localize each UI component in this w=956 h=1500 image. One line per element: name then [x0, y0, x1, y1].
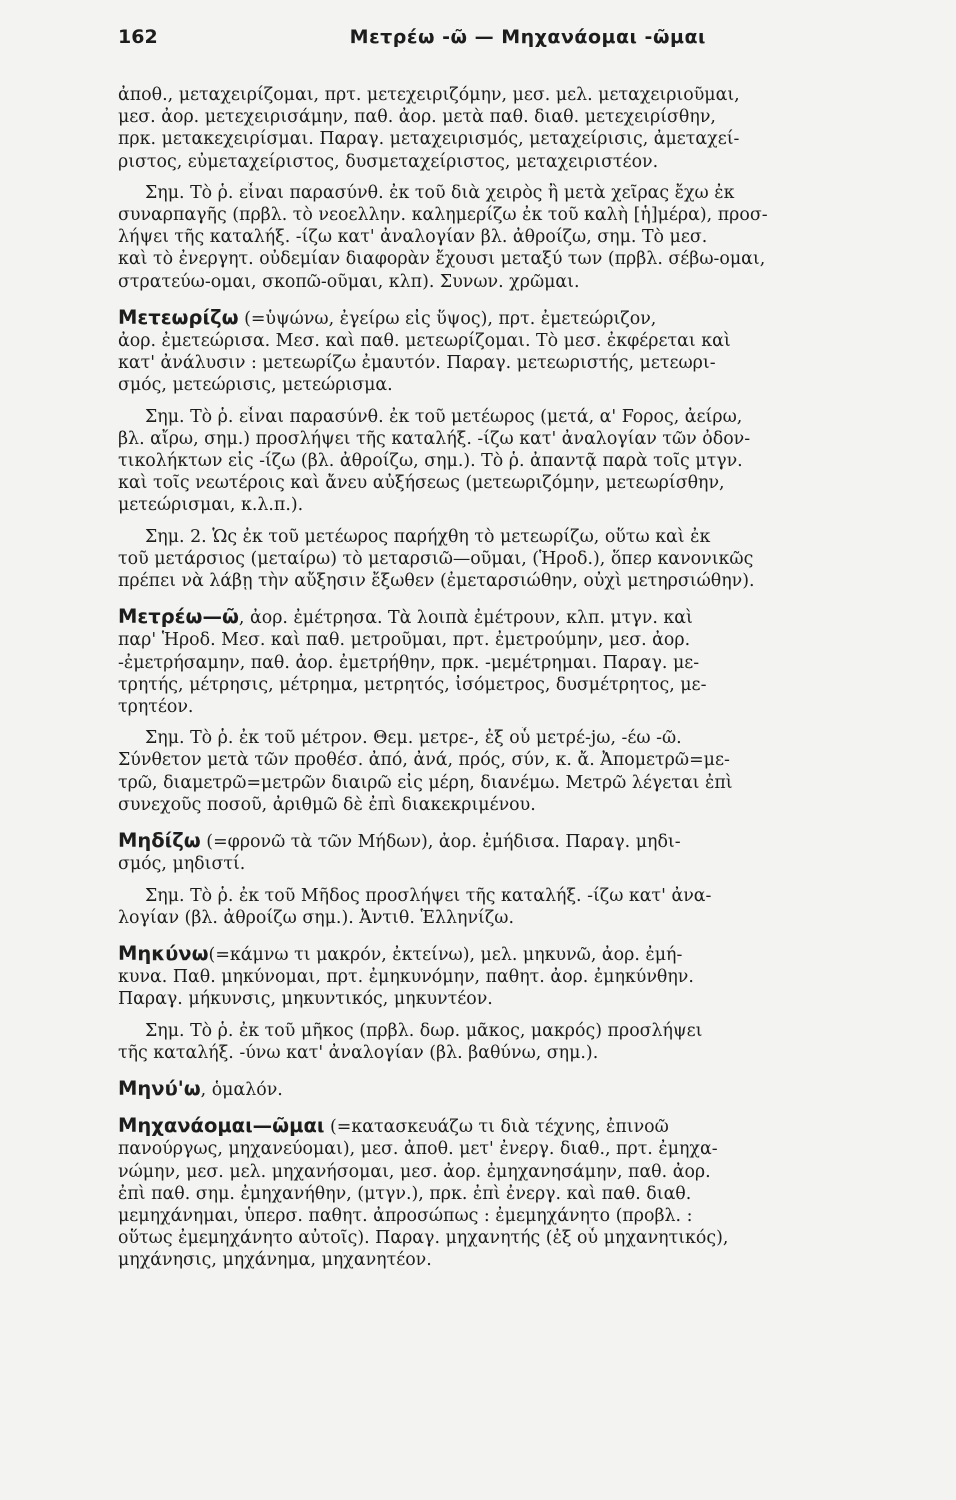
line-text: τῆς καταλήξ. -ύνω κατ' ἀναλογίαν (βλ. βαθύνω, σημ.).	[118, 1042, 599, 1063]
text-line	[118, 885, 926, 907]
line-text: οὕτως ἐμεμηχάνητο αὐτοῖς). Παραγ. μηχανητής (ἐξ οὗ μηχανητικός),	[118, 1228, 729, 1249]
line-text: Σημ. Τὸ ῥ. ἐκ τοῦ Μῆδος προσλήψει τῆς καταλήξ. -ίζω κατ' ἀνα-	[145, 885, 712, 906]
text-line	[118, 830, 926, 853]
line-text: συναρπαγῆς (πρβλ. τὸ νεοελλην. καλημερίζω ἐκ τοῦ καλὴ [ἡ]μέρα), προσ-	[118, 205, 768, 226]
headword: Μηνύ'ω	[118, 1077, 201, 1100]
text-line	[118, 182, 926, 204]
text-line	[118, 128, 926, 150]
text-line	[91, 494, 926, 516]
line-text: , ἀορ. ἐμέτρησα. Τὰ λοιπὰ ἐμέτρουν, κλπ. μτγν. καὶ	[238, 608, 693, 629]
text-line	[118, 1183, 926, 1205]
headword: Μετρέω—ῶ	[118, 606, 239, 629]
line-text: Σημ. Τὸ ῥ. ἐκ τοῦ μέτρον. Θεμ. μετρε-, ἐξ οὗ μετρέ-jω, -έω -ῶ.	[145, 728, 682, 749]
text-line	[118, 1078, 926, 1101]
dictionary-entry	[118, 307, 926, 397]
entry-continuation	[118, 84, 926, 173]
entry-note	[118, 727, 926, 816]
line-text: Σύνθετον μετὰ τῶν προθέσ. ἀπό, ἀνά, πρός, σύν, κ. ἄ. Ἀπομετρῶ=με-	[118, 750, 730, 771]
line-text: μετεώρισμαι, κ.λ.π.).	[118, 495, 304, 516]
line-text: συνεχοῦς ποσοῦ, ἀριθμῶ δὲ ἐπὶ διακεκριμένου.	[118, 794, 536, 815]
text-line	[118, 853, 926, 875]
running-head: Μετρέω -ῶ — Μηχανάομαι -ῶμαι	[349, 26, 706, 48]
headword: Μηδίζω	[118, 830, 201, 853]
text-line	[118, 652, 926, 674]
line-text: πανούργως, μηχανεύομαι), μεσ. ἀποθ. μετ' ἐνεργ. διαθ., πρτ. ἐμηχα-	[118, 1139, 718, 1160]
headword: Μηκύνω	[118, 942, 209, 965]
line-text: τρητέον.	[118, 697, 194, 718]
text-line	[118, 526, 926, 548]
line-text: Σημ. Τὸ ῥ. ἐκ τοῦ μῆκος (πρβλ. δωρ. μᾶκος, μακρός) προσλήψει	[145, 1020, 703, 1041]
text-line	[118, 1205, 926, 1227]
line-text: καὶ τοῖς νεωτέροις καὶ ἄνευ αὐξήσεως (μετεωριζόμην, μετεωρίσθην,	[118, 473, 725, 494]
text-line	[118, 943, 926, 966]
dictionary-entry	[118, 1115, 926, 1271]
text-line	[118, 696, 926, 718]
text-line	[118, 330, 926, 352]
line-text: ἀποθ., μεταχειρίζομαι, πρτ. μετεχειριζόμην, μεσ. μελ. μεταχειριοῦμαι,	[118, 85, 740, 105]
text-line	[118, 307, 926, 330]
line-text: καὶ τὸ ἐνεργητ. οὐδεμίαν διαφορὰν ἔχουσι μεταξύ των (πρβλ. σέβω-ομαι,	[118, 249, 766, 270]
dictionary-entry	[118, 830, 926, 875]
line-text: μεμηχάνημαι, ὑπερσ. παθητ. ἀπροσώπως : ἐμεμηχάνητο (προβλ. :	[118, 1205, 693, 1226]
text-line	[118, 629, 926, 651]
page-body	[118, 84, 926, 1272]
line-text: Σημ. Τὸ ῥ. εἶναι παρασύνθ. ἐκ τοῦ διὰ χειρὸς ἢ μετὰ χεῖρας ἔχω ἐκ	[145, 182, 735, 203]
text-line	[118, 106, 926, 128]
page-number: 162	[118, 26, 158, 48]
line-text: λήψει τῆς καταλήξ. -ίζω κατ' ἀναλογίαν βλ. ἀθροίζω, σημ. Τὸ μεσ.	[118, 227, 708, 248]
line-text: τοῦ μετάρσιος (μεταίρω) τὸ μεταρσιῶ—οῦμαι, (Ἡροδ.), ὅπερ κανονικῶς	[118, 548, 754, 569]
line-text: ριστος, εὐμεταχείριστος, δυσμεταχείριστος, μεταχειριστέον.	[118, 151, 659, 172]
entry-note	[118, 1020, 926, 1064]
text-line	[91, 472, 926, 494]
line-text: Σημ. Τὸ ῥ. εἶναι παρασύνθ. ἐκ τοῦ μετέωρος (μετά, α' Foρος, ἀείρω,	[145, 406, 743, 427]
line-text: πρέπει νὰ λάβῃ τὴν αὔξησιν ἔξωθεν (ἐμεταρσιώθην, οὐχὶ μετηρσιώθην).	[118, 571, 755, 592]
text-line	[91, 548, 926, 570]
entry-note	[118, 885, 926, 929]
line-text: σμός, μετεώρισις, μετεώρισμα.	[118, 375, 393, 396]
line-text: Παραγ. μήκυνσις, μηκυντικός, μηκυντέον.	[118, 989, 493, 1010]
line-text: λογίαν (βλ. ἀθροίζω σημ.). Ἀντιθ. Ἑλληνίζω.	[118, 907, 515, 928]
line-text: παρ' Ἡροδ. Μεσ. καὶ παθ. μετροῦμαι, πρτ. ἐμετρούμην, μεσ. ἀορ.	[118, 630, 691, 651]
text-line	[91, 794, 926, 816]
line-text: (=ὑψώνω, ἐγείρω εἰς ὕψος), πρτ. ἐμετεώριζον,	[238, 308, 657, 329]
text-line	[118, 727, 926, 749]
headword: Μετεωρίζω	[118, 306, 239, 329]
line-text: , ὁμαλόν.	[200, 1079, 283, 1100]
line-text: νώμην, μεσ. μελ. μηχανήσομαι, μεσ. ἀορ. ἐμηχανησάμην, παθ. ἀορ.	[118, 1161, 711, 1182]
text-line	[91, 450, 926, 472]
line-text: -ἐμετρήσαμην, παθ. ἀορ. ἐμετρήθην, πρκ. -μεμέτρημαι. Παραγ. με-	[118, 652, 700, 673]
line-text: στρατεύω-ομαι, σκοπῶ-οῦμαι, κλπ). Συνων. χρῶμαι.	[118, 271, 580, 292]
line-text: (=κατασκευάζω τι διὰ τέχνης, ἐπινοῶ	[324, 1117, 669, 1138]
text-line	[91, 204, 926, 226]
line-text: κυνα. Παθ. μηκύνομαι, πρτ. ἐμηκυνόμην, παθητ. ἀορ. ἐμηκύνθην.	[118, 967, 694, 988]
text-line	[118, 151, 926, 173]
line-text: (=φρονῶ τὰ τῶν Μήδων), ἀορ. ἐμήδισα. Παραγ. μηδι-	[200, 832, 681, 853]
line-text: βλ. αἴρω, σημ.) προσλήψει τῆς καταλήξ. -ίζω κατ' ἀναλογίαν τῶν ὀδον-	[118, 428, 751, 449]
line-text: ἐπὶ παθ. σημ. ἐμηχανήθην, (μτγν.), πρκ. ἐπὶ ἐνεργ. καὶ παθ. διαθ.	[118, 1183, 692, 1204]
text-line	[91, 248, 926, 270]
dictionary-entry	[118, 943, 926, 1011]
line-text: Σημ. 2. Ὡς ἐκ τοῦ μετέωρος παρήχθη τὸ μετεωρίζω, οὕτω καὶ ἐκ	[145, 526, 711, 547]
entry-note	[118, 406, 926, 517]
line-text: τρητής, μέτρησις, μέτρημα, μετρητός, ἰσόμετρος, δυσμέτρητος, με-	[118, 674, 707, 695]
line-text: σμός, μηδιστί.	[118, 854, 246, 875]
entry-note	[118, 182, 926, 293]
text-line	[118, 674, 926, 696]
text-line	[91, 772, 926, 794]
text-line	[118, 352, 926, 374]
text-line	[118, 1161, 926, 1183]
page-header	[118, 26, 720, 66]
dictionary-entry	[118, 1078, 926, 1101]
text-line	[118, 988, 926, 1010]
line-text: τρῶ, διαμετρῶ=μετρῶν διαιρῶ εἰς μέρη, διανέμω. Μετρῶ λέγεται ἐπὶ	[118, 772, 733, 793]
text-line	[118, 1115, 926, 1138]
text-line	[91, 1042, 926, 1064]
text-line	[91, 428, 926, 450]
dictionary-entry	[118, 606, 926, 718]
line-text: κατ' ἀνάλυσιν : μετεωρίζω ἐμαυτόν. Παραγ. μετεωριστής, μετεωρι-	[118, 353, 716, 374]
text-line	[118, 1249, 926, 1271]
text-line	[118, 606, 926, 629]
text-line	[118, 406, 926, 428]
text-line	[118, 1227, 926, 1249]
line-text: ἀορ. ἐμετεώρισα. Μεσ. καὶ παθ. μετεωρίζομαι. Τὸ μεσ. ἐκφέρεται καὶ	[118, 331, 731, 352]
line-text: μηχάνησις, μηχάνημα, μηχανητέον.	[118, 1250, 432, 1271]
text-line	[91, 226, 926, 248]
text-line	[91, 570, 926, 592]
headword: Μηχανάομαι—ῶμαι	[118, 1115, 325, 1138]
line-text: μεσ. ἀορ. μετεχειρισάμην, παθ. ἀορ. μετὰ παθ. διαθ. μετεχειρίσθην,	[118, 107, 716, 128]
text-line	[91, 907, 926, 929]
text-line	[118, 1138, 926, 1160]
line-text: πρκ. μετακεχειρίσμαι. Παραγ. μεταχειρισμός, μεταχείρισις, ἀμεταχεί-	[118, 129, 740, 150]
line-text: (=κάμνω τι μακρόν, ἐκτείνω), μελ. μηκυνῶ, ἀορ. ἐμή-	[208, 944, 683, 965]
text-line	[118, 966, 926, 988]
line-text: τικολήκτων εἰς -ίζω (βλ. ἀθροίζω, σημ.). Τὸ ῥ. ἀπαντᾷ παρὰ τοῖς μτγν.	[118, 451, 743, 472]
entry-note	[118, 526, 926, 593]
text-line	[118, 1020, 926, 1042]
text-line	[118, 374, 926, 396]
text-line	[91, 749, 926, 771]
text-line	[91, 271, 926, 293]
text-line	[118, 84, 926, 106]
